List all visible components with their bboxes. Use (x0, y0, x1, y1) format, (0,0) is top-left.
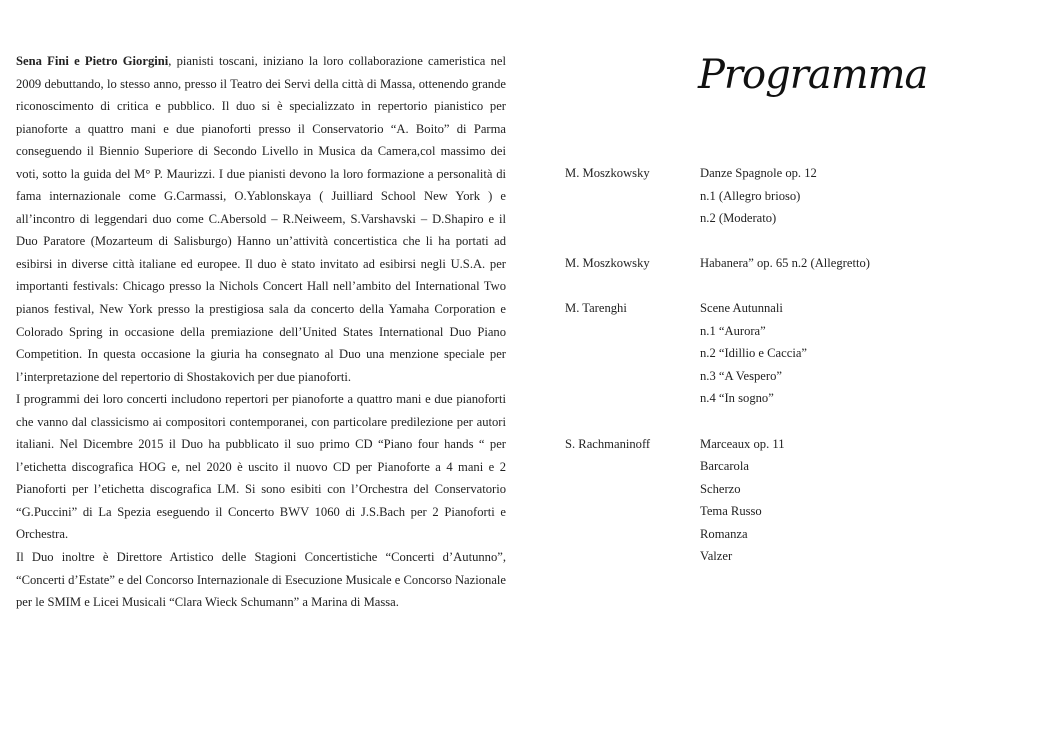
bio-paragraph-3: Il Duo inoltre è Direttore Artistico delle Stagioni Concertistiche “Concerti d’Autunno”, “Concerti d’Estate” e del Concorso Internazionale di Esecuzione Musicale e Concorso Nazionale per le SMIM e Licei Musicali “Clara Wieck Schumann” a Marina di Massa. (16, 550, 506, 610)
work-movement: n.2 (Moderato) (700, 211, 777, 226)
program-title: Programma (698, 52, 928, 98)
work-list (700, 162, 1035, 230)
work-movement: n.1 (Allegro brioso) (700, 188, 801, 203)
work-movement: Barcarola (700, 459, 749, 474)
bio-paragraph-1 (16, 50, 506, 388)
work-title: Marceaux op. 11 (700, 436, 785, 451)
work-movement: n.4 “In sogno” (700, 391, 774, 406)
composer-name: S. Rachmaninoff (565, 436, 651, 451)
performer-names: Sena Fini e Pietro Giorgini (16, 54, 169, 68)
program-list (565, 162, 1035, 590)
composer-name: M. Moszkowsky (565, 166, 650, 180)
work-title: Habanera” op. 65 n.2 (Allegretto) (700, 256, 870, 271)
biography-column (16, 50, 506, 614)
program-piece (565, 162, 1035, 230)
work-movement: n.1 “Aurora” (700, 323, 766, 338)
work-movement: n.3 “A Vespero” (700, 368, 782, 383)
work-list (700, 297, 1035, 410)
composer-name: M. Tarenghi (565, 301, 627, 316)
program-piece (565, 433, 1035, 568)
work-title: Scene Autunnali (700, 301, 783, 316)
program-piece (565, 297, 1035, 410)
work-list (700, 433, 1035, 568)
program-piece (565, 252, 1035, 275)
composer-name: M. Moszkowsky (565, 256, 650, 271)
bio-paragraph-1-text: , pianisti toscani, iniziano la loro collaborazione cameristica nel 2009 debuttando, lo stesso anno, presso il Teatro dei Servi della città di Massa, ottenendo grande riconoscimento di critica e pubblico. Il duo si è specializzato in repertorio pianistico per pianoforte a quattro mani e due pianoforti presso il Conservatorio “A. Boito” di Parma conseguendo il Biennio Superiore di Secondo Livello in Musica da Camera,col massimo dei voti, sotto la guida del M° P. Maurizzi. I due pianisti devono la loro formazione a personalità di fama internazionale come G.Carmassi, O.Yablonskaya ( Juilliard School New York ) e all’incontro di leggendari duo come C.Abersold – R.Neiweem, S.Varshavski – D.Shapiro e il Duo Paratore (Mozarteum di Salisburgo) Hanno un’attività concertistica che li ha portati ad esibirsi in diverse città italiane ed europee. Il duo è stato invitato ad esibirsi negli U.S.A. per importanti festivals: Chicago presso la Nichols Concert Hall nell’ambito del International Two pianos festival, New York presso la prestigiosa sala da concerto della Yamaha Corporation e Colorado Spring in occasione della premiazione dell’United States International Duo Piano Competition. In questa occasione la giuria ha consegnato al Duo una menzione speciale per l’interpretazione del repertorio di Shostakovich per due pianoforti. (16, 54, 506, 384)
work-movement: Scherzo (700, 481, 741, 496)
work-movement: Romanza (700, 526, 748, 541)
work-movement: n.2 “Idillio e Caccia” (700, 346, 807, 361)
work-movement: Valzer (700, 549, 733, 564)
work-title: Danze Spagnole op. 12 (700, 166, 817, 180)
work-movement: Tema Russo (700, 504, 762, 519)
work-list (700, 252, 1035, 275)
bio-paragraph-2: I programmi dei loro concerti includono repertori per pianoforte a quattro mani e due pianoforti che vanno dal classicismo ai compositori contemporanei, con particolare predilezione per autori italiani. Nel Dicembre 2015 il Duo ha pubblicato il suo primo CD “Piano four hands “ per l’etichetta discografica HOG e, nel 2020 è uscito il nuovo CD per Pianoforte a 4 mani e 2 Pianoforti per l’etichetta discografica LM. Si sono esibiti con l’Orchestra del Conservatorio “G.Puccini” di La Spezia eseguendo il Concerto BWV 1060 di J.S.Bach per 2 Pianoforti e Orchestra. (16, 392, 506, 542)
